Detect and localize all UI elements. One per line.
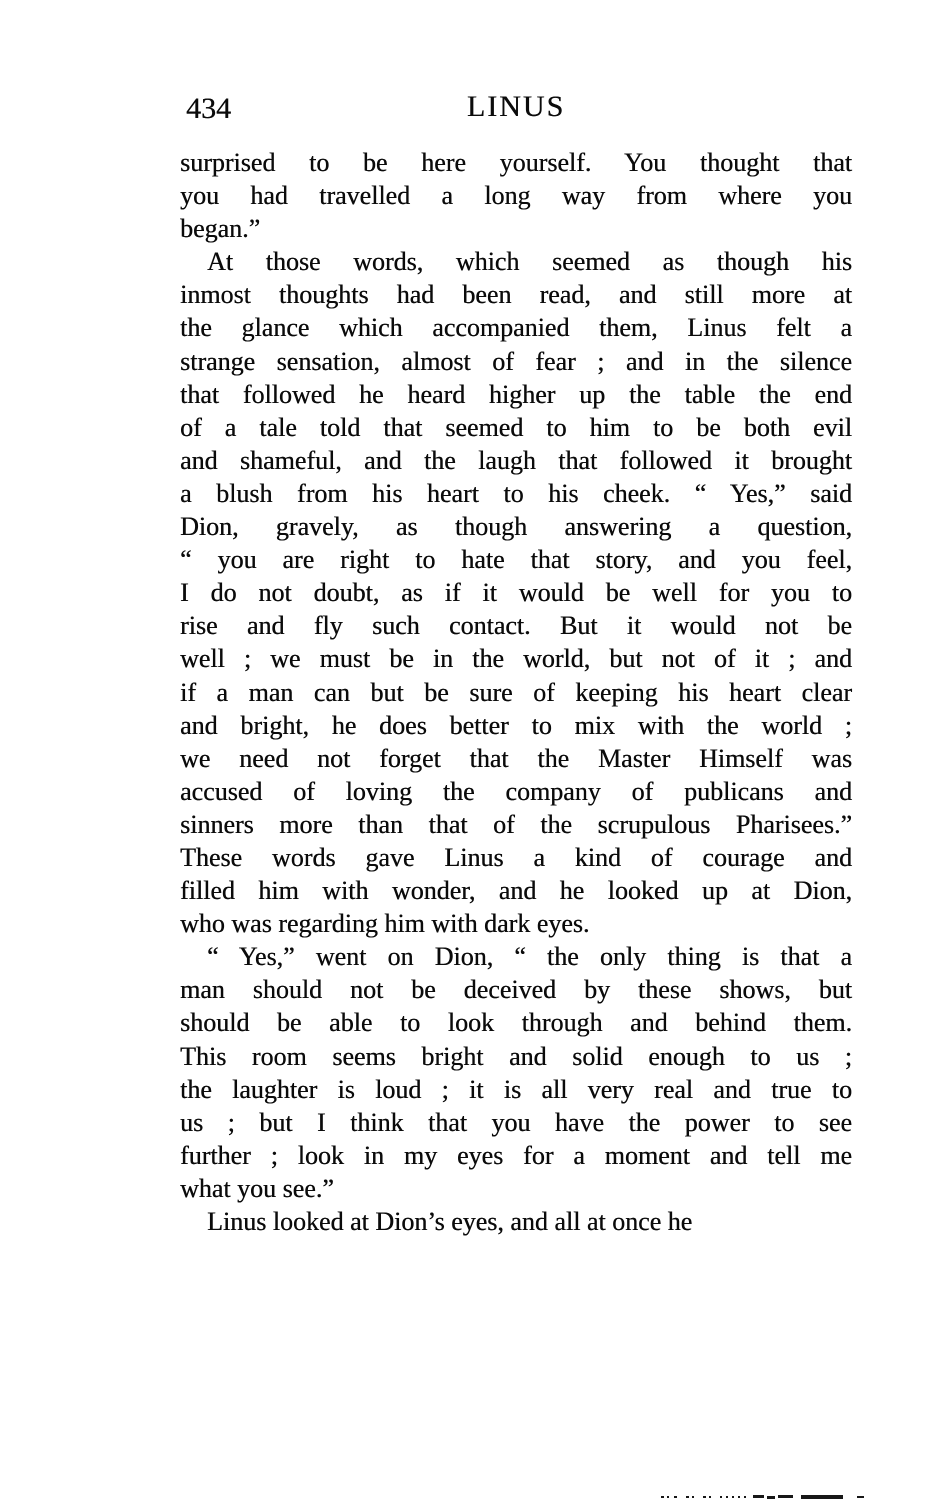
text-line: surprised to be here yourself. You thought that: [180, 148, 852, 177]
text-line: and bright, he does better to mix with the world ;: [180, 710, 852, 740]
text-line: a blush from his heart to his cheek. “ Yes,” said: [180, 478, 852, 508]
text-line: rise and fly such contact. But it would not be: [180, 611, 852, 641]
text-line: “ Yes,” went on Dion, “ the only thing is that a: [207, 942, 852, 972]
text-line: we need not forget that the Master Himself was: [180, 743, 852, 773]
text-line: strange sensation, almost of fear ; and in the silence: [180, 346, 852, 376]
text-line: the laughter is loud ; it is all very real and true to: [180, 1074, 852, 1104]
text-line: of a tale told that seemed to him to be both evil: [180, 412, 852, 442]
body-text: [180, 146, 852, 1238]
text-line: well ; we must be in the world, but not of it ; and: [180, 644, 852, 674]
text-line: what you see.”: [180, 1173, 334, 1203]
text-line: sinners more than that of the scrupulous Pharisees.”: [180, 809, 852, 839]
text-line: These words gave Linus a kind of courage and: [180, 842, 852, 872]
text-line: who was regarding him with dark eyes.: [180, 909, 590, 939]
text-line: Dion, gravely, as though answering a question,: [180, 512, 852, 542]
text-line: man should not be deceived by these shows, but: [180, 975, 852, 1005]
text-line: you had travelled a long way from where you: [180, 181, 852, 211]
page-title: LINUS: [466, 90, 566, 123]
text-line: At those words, which seemed as though his: [207, 247, 852, 277]
text-line: us ; but I think that you have the power to see: [180, 1107, 852, 1137]
text-line: that followed he heard higher up the table the end: [180, 379, 852, 409]
text-line: and shameful, and the laugh that followed it brought: [180, 445, 852, 475]
text-line: further ; look in my eyes for a moment and tell me: [180, 1140, 852, 1170]
text-line: should be able to look through and behind them.: [180, 1008, 852, 1038]
text-line: “ you are right to hate that story, and you feel,: [180, 545, 852, 575]
text-line: This room seems bright and solid enough to us ;: [180, 1041, 852, 1071]
scan-artifact: [661, 1494, 871, 1502]
text-line: I do not doubt, as if it would be well for you to: [180, 578, 852, 608]
text-line: accused of loving the company of publicans and: [180, 776, 852, 806]
text-line: Linus looked at Dion’s eyes, and all at once he: [207, 1207, 693, 1236]
text-line: inmost thoughts had been read, and still more at: [180, 280, 852, 310]
text-line: began.”: [180, 214, 261, 244]
text-line: if a man can but be sure of keeping his heart clear: [180, 677, 852, 707]
page-number: 434: [186, 92, 231, 125]
text-line: the glance which accompanied them, Linus felt a: [180, 313, 852, 343]
text-line: filled him with wonder, and he looked up at Dion,: [180, 876, 852, 906]
